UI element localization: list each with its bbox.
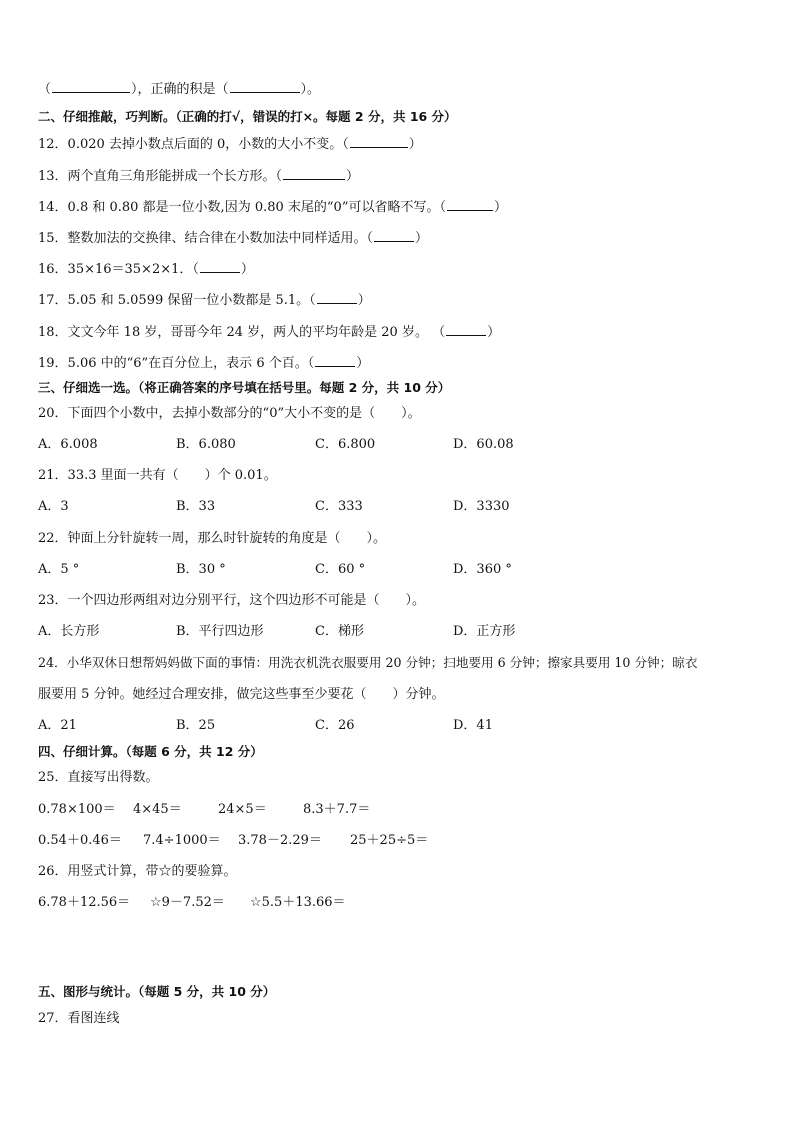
option-b[interactable]: B．33: [176, 499, 216, 514]
option-a[interactable]: A．5 °: [38, 562, 80, 577]
question-21: 21．33.3 里面一共有（ ）个 0.01。: [38, 468, 277, 483]
option-d[interactable]: D．41: [453, 718, 493, 733]
option-c[interactable]: C．6.800: [315, 437, 376, 452]
answer-blank[interactable]: [317, 290, 357, 304]
question-24-line-2: 服要用 5 分钟。她经过合理安排，做完这些事至少要花（ ）分钟。: [38, 687, 445, 702]
question-13: 13．两个直角三角形能拼成一个长方形。（ ）: [38, 166, 359, 186]
calc-item: 7.4÷1000＝: [143, 833, 221, 848]
option-a[interactable]: A．长方形: [38, 624, 100, 639]
option-a[interactable]: A．6.008: [38, 437, 98, 452]
calc-item: 24×5＝: [218, 802, 267, 817]
answer-blank[interactable]: [315, 353, 355, 367]
option-d[interactable]: D．360 °: [453, 562, 512, 577]
calc-item: 8.3＋7.7＝: [303, 802, 371, 817]
answer-blank[interactable]: [350, 134, 408, 148]
calc-item: 0.54＋0.46＝: [38, 833, 122, 848]
question-16: 16．35×16＝35×2×1．（ ）: [38, 259, 254, 279]
calc-item: 4×45＝: [133, 802, 182, 817]
answer-blank[interactable]: [200, 259, 240, 273]
question-18: 18．文文今年 18 岁，哥哥今年 24 岁，两人的平均年龄是 20 岁。 （ ）: [38, 322, 500, 342]
option-d[interactable]: D．60.08: [453, 437, 514, 452]
question-19: 19．5.06 中的“6”在百分位上，表示 6 个百。（ ）: [38, 353, 369, 373]
section-5-title: 五、图形与统计。（每题 5 分，共 10 分）: [38, 984, 276, 999]
section-2-title: 二、仔细推敲，巧判断。（正确的打√，错误的打×。每题 2 分，共 16 分）: [38, 109, 457, 124]
answer-blank[interactable]: [283, 166, 345, 180]
option-a[interactable]: A．3: [38, 499, 69, 514]
question-20: 20．下面四个小数中，去掉小数部分的“0”大小不变的是（ ）。: [38, 406, 421, 421]
calc-item: 6.78＋12.56＝: [38, 895, 131, 910]
question-24-line-1: 24．小华双休日想帮妈妈做下面的事情：用洗衣机洗衣服要用 20 分钟；扫地要用 6 分钟；擦家具要用 10 分钟；晾衣: [38, 655, 698, 670]
option-d[interactable]: D．3330: [453, 499, 510, 514]
question-26: 26．用竖式计算，带☆的要验算。: [38, 864, 237, 879]
option-d[interactable]: D．正方形: [453, 624, 516, 639]
option-b[interactable]: B．25: [176, 718, 216, 733]
question-14: 14．0.8 和 0.80 都是一位小数,因为 0.80 末尾的“0”可以省略不写。（ ）: [38, 197, 507, 217]
question-23: 23．一个四边形两组对边分别平行，这个四边形不可能是（ ）。: [38, 593, 426, 608]
option-b[interactable]: B．平行四边形: [176, 624, 264, 639]
option-b[interactable]: B．30 °: [176, 562, 226, 577]
option-c[interactable]: C．26: [315, 718, 355, 733]
option-a[interactable]: A．21: [38, 718, 77, 733]
calc-item: 0.78×100＝: [38, 802, 116, 817]
answer-blank[interactable]: [447, 197, 493, 211]
section-4-title: 四、仔细计算。（每题 6 分，共 12 分）: [38, 744, 263, 759]
option-c[interactable]: C．梯形: [315, 624, 364, 639]
question-27: 27．看图连线: [38, 1011, 120, 1026]
option-b[interactable]: B．6.080: [176, 437, 236, 452]
section-3-title: 三、仔细选一选。（将正确答案的序号填在括号里。每题 2 分，共 10 分）: [38, 380, 451, 395]
question-22: 22．钟面上分针旋转一周，那么时针旋转的角度是（ ）。: [38, 531, 387, 546]
calc-item: ☆5.5＋13.66＝: [250, 895, 346, 910]
question-12: 12．0.020 去掉小数点后面的 0，小数的大小不变。（ ）: [38, 134, 422, 154]
answer-blank[interactable]: [446, 322, 486, 336]
option-c[interactable]: C．333: [315, 499, 363, 514]
calc-item: 25＋25÷5＝: [350, 833, 429, 848]
question-25: 25．直接写出得数。: [38, 770, 159, 785]
option-c[interactable]: C．60 °: [315, 562, 366, 577]
answer-line-prev: （ ），正确的积是（ ）。: [38, 79, 320, 99]
question-15: 15．整数加法的交换律、结合律在小数加法中同样适用。（ ）: [38, 228, 428, 248]
calc-item: ☆9－7.52＝: [150, 895, 225, 910]
answer-blank[interactable]: [230, 79, 300, 93]
calc-item: 3.78－2.29＝: [238, 833, 322, 848]
question-17: 17．5.05 和 5.0599 保留一位小数都是 5.1。（ ）: [38, 290, 371, 310]
answer-blank[interactable]: [374, 228, 414, 242]
answer-blank[interactable]: [52, 79, 130, 93]
